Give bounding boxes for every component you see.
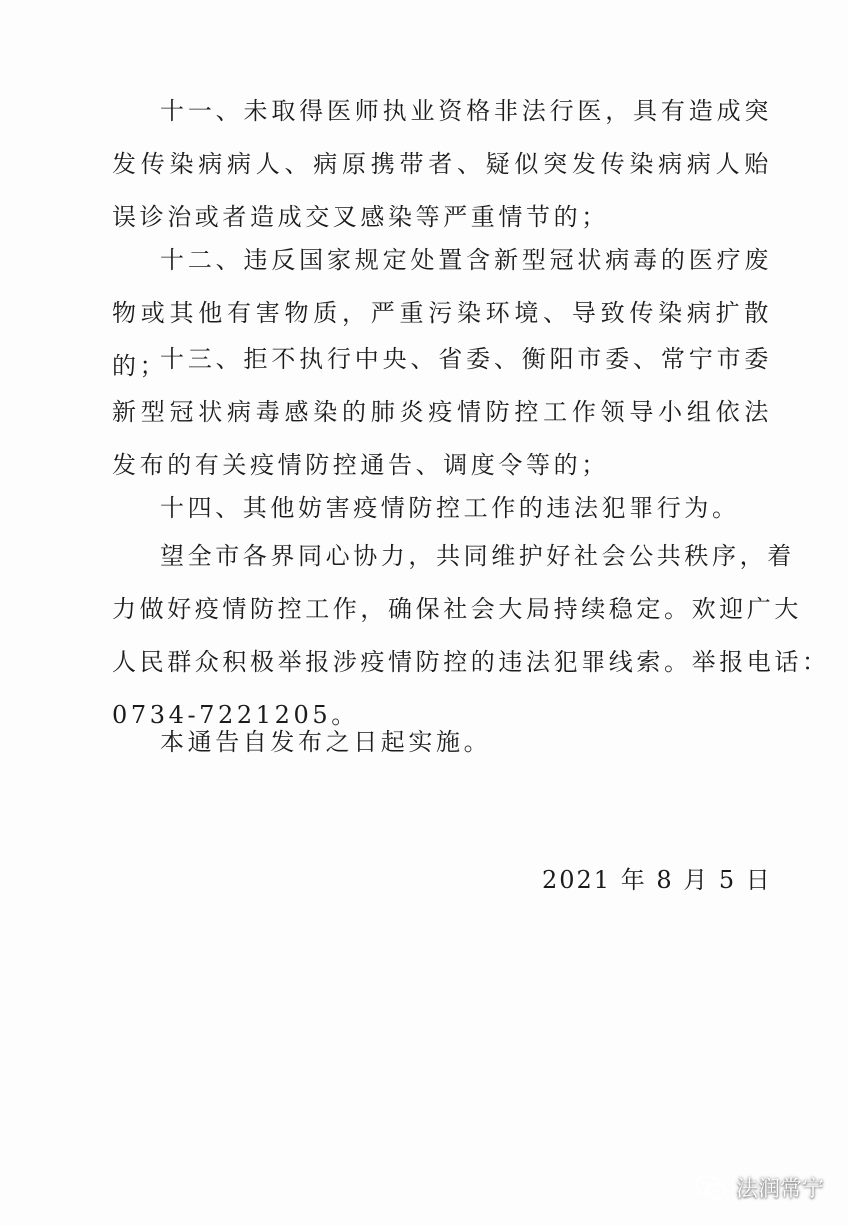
appeal-line: 人民群众积极举报涉疫情防控的违法犯罪线索。举报电话： — [112, 648, 830, 676]
clause-twelve: 十二、违反国家规定处置含新型冠状病毒的医疗废物或其他有害物质，严重污染环境、导致传染病扩散的； — [112, 246, 772, 380]
clause-fourteen: 十四、其他妨害疫情防控工作的违法犯罪行为。 — [160, 494, 740, 522]
wechat-icon — [694, 1174, 728, 1202]
watermark-label: 法润常宁 — [735, 1177, 824, 1202]
clause-thirteen: 十三、拒不执行中央、省委、衡阳市委、常宁市委新型冠状病毒感染的肺炎疫情防控工作领导小组依法发布的有关疫情防控通告、调度令等的； — [112, 345, 772, 479]
clause-eleven: 十一、未取得医师执业资格非法行医，具有造成突发传染病病人、病原携带者、疑似突发传染病病人贻误诊治或者造成交叉感染等严重情节的； — [112, 97, 772, 231]
effective-statement: 本通告自发布之日起实施。 — [160, 728, 492, 756]
appeal-paragraph — [112, 530, 830, 742]
hotline-number: 0734-7221205。 — [112, 701, 359, 729]
watermark — [694, 1172, 824, 1203]
appeal-line: 力做好疫情防控工作，确保社会大局持续稳定。欢迎广大 — [112, 595, 802, 623]
appeal-line: 望全市各界同心协力，共同维护好社会公共秩序，着 — [160, 542, 795, 570]
issue-date: 2021 年 8 月 5 日 — [542, 866, 772, 894]
